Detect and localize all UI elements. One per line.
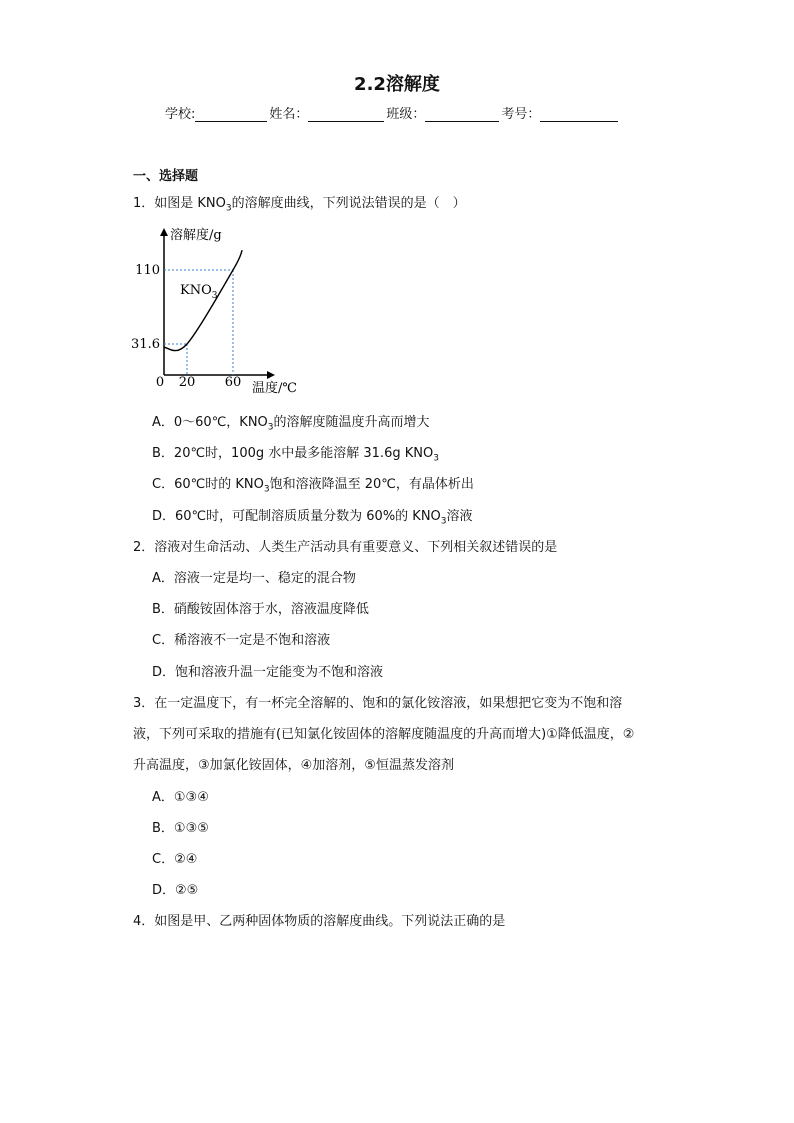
question-1-stem: 1．如图是 $KNO_3$的溶解度曲线，下列说法错误的是（ ） — [133, 196, 466, 214]
page-title: 2.2溶解度 — [354, 74, 440, 95]
question-4-stem: 4．如图是甲、乙两种固体物质的溶解度曲线。下列说法正确的是 — [133, 914, 506, 929]
q2-option-c[interactable]: C．稀溶液不一定是不饱和溶液 — [152, 633, 331, 648]
q2-option-d[interactable]: D．饱和溶液升温一定能变为不饱和溶液 — [152, 665, 384, 680]
question-3-stem-line-2: 液，下列可采取的措施有(已知氯化铵固体的溶解度随温度的升高而增大)①降低温度，② — [133, 727, 635, 742]
exam-no-label: 考号： — [501, 107, 541, 122]
kno3-solubility-curve — [164, 250, 242, 350]
question-3-stem-line-1: 3．在一定温度下，有一杯完全溶解的、饱和的氯化铵溶液，如果想把它变为不饱和溶 — [133, 696, 623, 711]
q3-option-c[interactable]: C．②④ — [152, 852, 198, 867]
x-tick-label-60: 60 — [224, 375, 242, 390]
school-blank[interactable] — [195, 107, 267, 122]
question-3-stem-line-3: 升高温度，③加氯化铵固体，④加溶剂，⑤恒温蒸发溶剂 — [133, 758, 454, 773]
q3-option-a[interactable]: A．①③④ — [152, 790, 209, 805]
x-axis-arrow — [267, 371, 275, 379]
name-label: 姓名： — [269, 107, 309, 122]
q1-option-b[interactable]: B．20℃时，100g 水中最多能溶解 31.6g $KNO_3$ — [152, 446, 439, 464]
origin-label: 0 — [155, 375, 165, 390]
q2-option-b[interactable]: B．硝酸铵固体溶于水，溶液温度降低 — [152, 602, 369, 617]
student-info-row — [165, 103, 620, 122]
q3-option-d[interactable]: D．②⑤ — [152, 883, 199, 898]
name-blank[interactable] — [308, 107, 384, 122]
class-label: 班级： — [386, 107, 426, 122]
x-tick-label-20: 20 — [178, 375, 196, 390]
exam-no-blank[interactable] — [540, 107, 618, 122]
class-blank[interactable] — [425, 107, 499, 122]
y-axis-label: 溶解度/g — [170, 228, 222, 243]
q1-option-c[interactable]: C．60℃时的 $KNO_3$饱和溶液降温至 20℃，有晶体析出 — [152, 477, 474, 495]
q2-option-a[interactable]: A．溶液一定是均一、稳定的混合物 — [152, 571, 356, 586]
x-axis-label: 温度/℃ — [252, 381, 297, 395]
q1-option-d[interactable]: D．60℃时，可配制溶质质量分数为 60%的 $KNO_3$溶液 — [152, 509, 473, 527]
series-label-kno3: $KNO_3$ — [180, 283, 218, 301]
section-title: 一、选择题 — [133, 169, 199, 184]
question-2-stem: 2．溶液对生命活动、人类生产活动具有重要意义、下列相关叙述错误的是 — [133, 540, 558, 555]
school-label: 学校: — [165, 107, 196, 122]
y-tick-label-31-6: 31.6 — [131, 337, 160, 352]
q3-option-b[interactable]: B．①③⑤ — [152, 821, 209, 836]
q1-option-a[interactable]: A．0～60℃，$KNO_3$的溶解度随温度升高而增大 — [152, 415, 430, 433]
y-axis-arrow — [160, 228, 168, 236]
y-tick-label-110: 110 — [135, 263, 160, 278]
kno3-solubility-chart — [128, 220, 318, 395]
